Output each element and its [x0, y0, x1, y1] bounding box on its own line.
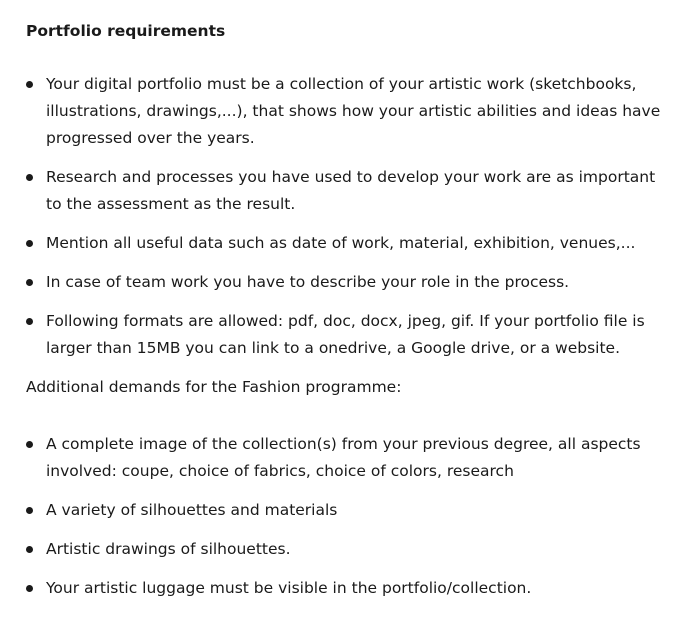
fashion-demand-item: [26, 431, 671, 485]
bullet-icon: [26, 585, 33, 592]
bullet-icon: [26, 546, 33, 553]
bullet-icon: [26, 81, 33, 88]
requirement-text: Research and processes you have used to develop your work are as important to the assessment as the result.: [46, 168, 656, 213]
requirement-item: [26, 230, 671, 257]
bullet-icon: [26, 318, 33, 325]
fashion-demand-item: [26, 575, 671, 602]
fashion-demand-item: [26, 497, 671, 524]
fashion-demand-text: A variety of silhouettes and materials: [46, 501, 338, 519]
requirement-text: In case of team work you have to describe your role in the process.: [46, 273, 570, 291]
portfolio-requirements-section: [26, 18, 671, 614]
fashion-demands-list: [26, 431, 671, 602]
fashion-intro-text: Additional demands for the Fashion programme:: [26, 378, 402, 396]
bullet-icon: [26, 441, 33, 448]
bullet-icon: [26, 507, 33, 514]
requirements-list: [26, 71, 671, 362]
bullet-icon: [26, 240, 33, 247]
requirement-text: Mention all useful data such as date of work, material, exhibition, venues,...: [46, 234, 636, 252]
requirement-text: Following formats are allowed: pdf, doc, docx, jpeg, gif. If your portfolio file is larger than 15MB you can link to a onedrive, a Google drive, or a website.: [46, 312, 645, 357]
requirement-item: [26, 71, 671, 152]
fashion-demand-item: [26, 536, 671, 563]
fashion-demand-text: Artistic drawings of silhouettes.: [46, 540, 291, 558]
requirement-item: [26, 164, 671, 218]
bullet-icon: [26, 174, 33, 181]
bullet-icon: [26, 279, 33, 286]
requirement-text: Your digital portfolio must be a collection of your artistic work (sketchbooks, illustrations, drawings,...), that shows how your artistic abilities and ideas have progressed over the years.: [46, 75, 661, 147]
section-heading: Portfolio requirements: [26, 22, 226, 40]
fashion-demand-text: A complete image of the collection(s) from your previous degree, all aspects involved: coupe, choice of fabrics, choice of colors, research: [46, 435, 641, 480]
requirement-item: [26, 308, 671, 362]
fashion-demand-text: Your artistic luggage must be visible in the portfolio/collection.: [46, 579, 532, 597]
requirement-item: [26, 269, 671, 296]
